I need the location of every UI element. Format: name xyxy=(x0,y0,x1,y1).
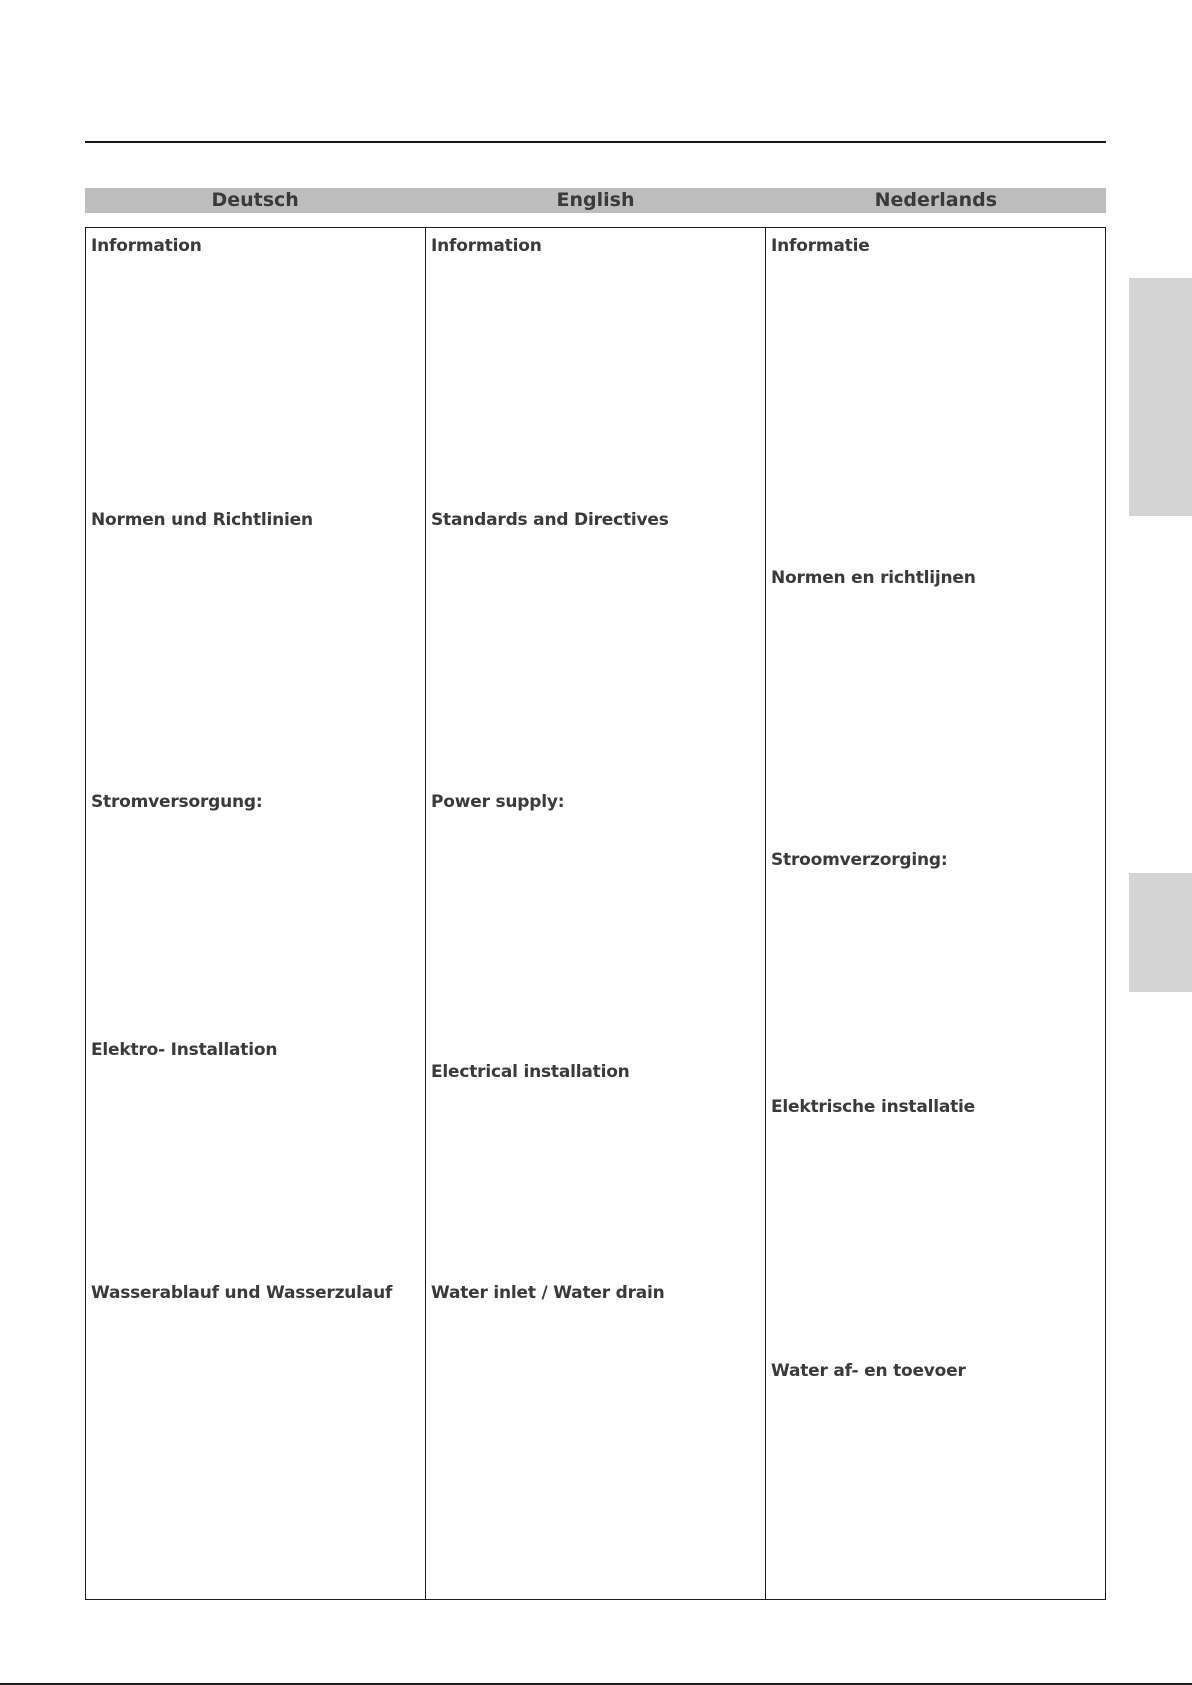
language-label-en: English xyxy=(556,189,635,211)
nl-heading-water: Water af- en toevoer xyxy=(771,1361,966,1381)
column-divider-2 xyxy=(765,228,766,1599)
language-header-bar xyxy=(85,188,1106,213)
nl-heading-standards: Normen en richtlijnen xyxy=(771,568,976,588)
en-heading-water: Water inlet / Water drain xyxy=(431,1283,665,1303)
de-heading-power: Stromversorgung: xyxy=(91,792,263,812)
top-rule xyxy=(85,141,1106,143)
en-heading-electrical: Electrical installation xyxy=(431,1062,630,1082)
de-heading-standards: Normen und Richtlinien xyxy=(91,510,313,530)
language-label-nl: Nederlands xyxy=(874,189,998,211)
column-divider-1 xyxy=(425,228,426,1599)
de-heading-electrical: Elektro- Installation xyxy=(91,1040,278,1060)
side-tab-lower xyxy=(1129,873,1192,992)
language-label-de: Deutsch xyxy=(211,189,299,211)
en-heading-standards: Standards and Directives xyxy=(431,510,669,530)
de-heading-water: Wasserablauf und Wasserzulauf xyxy=(91,1283,393,1303)
en-heading-information: Information xyxy=(431,236,542,256)
nl-heading-power: Stroomverzorging: xyxy=(771,850,948,870)
de-heading-information: Information xyxy=(91,236,202,256)
nl-heading-electrical: Elektrische installatie xyxy=(771,1097,976,1117)
side-tab-upper xyxy=(1129,278,1192,516)
three-column-table xyxy=(85,227,1106,1600)
nl-heading-information: Informatie xyxy=(771,236,870,256)
en-heading-power: Power supply: xyxy=(431,792,565,812)
